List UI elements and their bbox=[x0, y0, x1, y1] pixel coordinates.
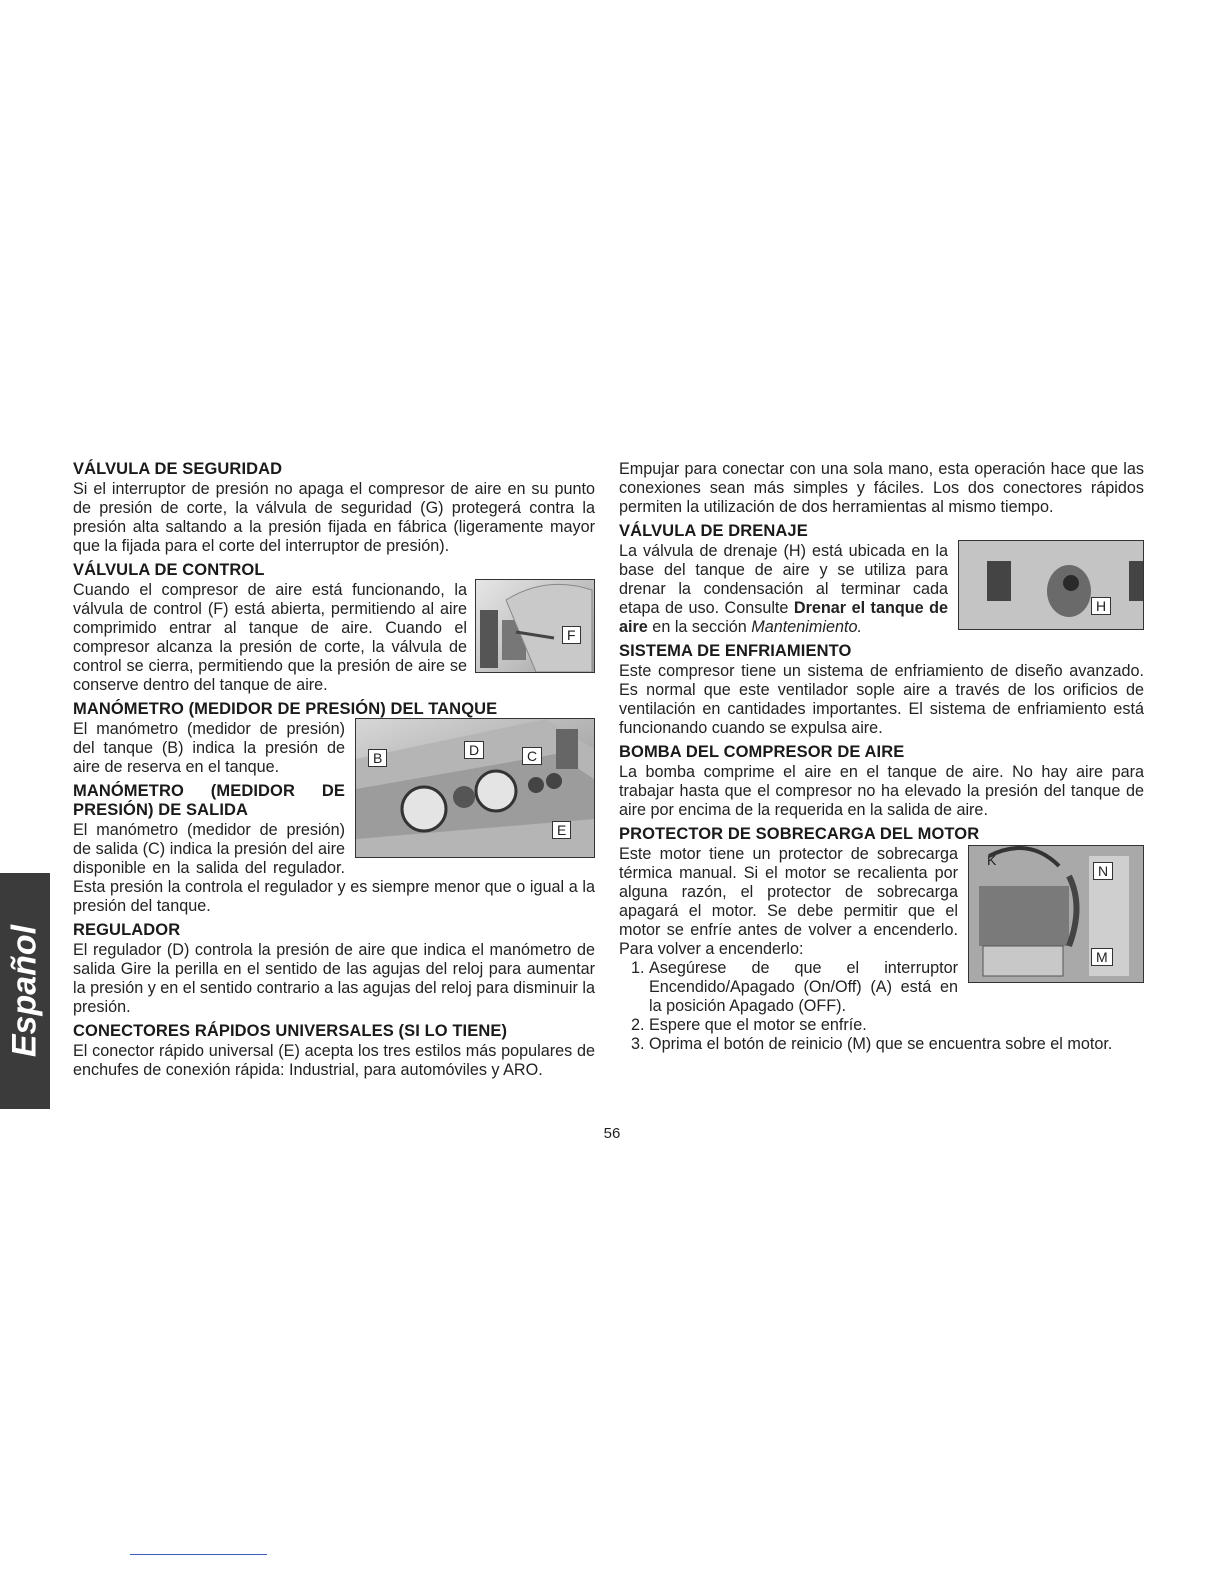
language-side-tab-label: Español bbox=[5, 924, 44, 1058]
figure-valvula-drenaje bbox=[958, 540, 1144, 630]
figure-label-h: H bbox=[1091, 597, 1111, 615]
left-column bbox=[73, 460, 595, 1080]
section-body-regulador: El regulador (D) controla la presión de aire que indica el manómetro de salida Gire la perilla en el sentido de las agujas del reloj para aumentar la presión y en el sentido contrario a las agujas del reloj para disminuir la presión. bbox=[73, 941, 595, 1016]
footer-rule bbox=[130, 1554, 267, 1555]
section-title-regulador: REGULADOR bbox=[73, 921, 181, 939]
figure-protector-motor bbox=[968, 845, 1144, 983]
drain-text-b: en la sección bbox=[647, 618, 752, 636]
drain-text-link: Drenar el tanque de aire bbox=[619, 599, 948, 636]
section-body-protector: Este motor tiene un protector de sobrecarga térmica manual. Si el motor se recalienta por alguna razón, el protector de sobrecarga apagará el motor. Se debe permitir que el motor se enfríe antes de volver a encenderlo. Para volver a encenderlo: bbox=[619, 845, 958, 958]
section-title-valvula-seguridad: VÁLVULA DE SEGURIDAD bbox=[73, 460, 283, 478]
section-body-manometro-salida: El manómetro (medidor de presión) de salida (C) indica la presión del aire disponible en la salida del regulador. Esta presión la controla el regulador y es siempre menor que o igual a la presión del tanque. bbox=[73, 821, 595, 915]
figure-label-m: M bbox=[1091, 948, 1113, 966]
section-title-conectores: CONECTORES RÁPIDOS UNIVERSALES (SI LO TIENE) bbox=[73, 1022, 508, 1040]
section-body-manometro-tanque: El manómetro (medidor de presión) del tanque (B) indica la presión de aire de reserva en el tanque. bbox=[73, 720, 345, 776]
figure-label-n: N bbox=[1093, 862, 1113, 880]
figure-label-d: D bbox=[464, 741, 484, 759]
right-column bbox=[619, 460, 1144, 1054]
section-title-protector: PROTECTOR DE SOBRECARGA DEL MOTOR bbox=[619, 825, 980, 843]
figure-label-e: E bbox=[552, 821, 571, 839]
figure-label-k: K bbox=[987, 852, 997, 868]
page-number: 56 bbox=[603, 1125, 621, 1142]
section-title-bomba: BOMBA DEL COMPRESOR DE AIRE bbox=[619, 743, 905, 761]
section-body-valvula-seguridad: Si el interruptor de presión no apaga el compresor de aire en su punto de presión de corte, la válvula de seguridad (G) protegerá contra la presión alta saltando a la presión fijada en fábrica (ligeramente mayor que la fijada para el corte del interruptor de presión). bbox=[73, 480, 595, 555]
section-title-manometro-tanque: MANÓMETRO (MEDIDOR DE PRESIÓN) DEL TANQUE bbox=[73, 700, 498, 718]
drain-text-italic: Mantenimiento. bbox=[751, 618, 862, 636]
drain-valve-illustration bbox=[959, 541, 1143, 629]
intro-paragraph: Empujar para conectar con una sola mano, esta operación hace que las conexiones sean más simples y fáciles. Los dos conectores rápidos permiten la utilización de dos herramientas al mismo tiempo. bbox=[619, 460, 1144, 516]
section-body-valvula-control: Cuando el compresor de aire está funcionando, la válvula de control (F) está abierta, permitiendo al aire comprimido entrar al tanque de aire. Cuando el compresor alcanza la presión de corte, la válvula de control se cierra, permitiendo que la presión de aire se conserve dentro del tanque de aire. bbox=[73, 581, 467, 694]
section-title-manometro-salida: MANÓMETRO (MEDIDOR DE PRESIÓN) DE SALIDA bbox=[73, 782, 345, 819]
figure-manometros bbox=[355, 718, 595, 858]
section-body-enfriamiento: Este compresor tiene un sistema de enfriamiento de diseño avanzado. Es normal que este ventilador sople aire a través de los orificios de ventilación en cantidades importantes. El sistema de enfriamiento está funcionando cuando se expulsa aire. bbox=[619, 662, 1144, 737]
figure-label-f: F bbox=[562, 626, 581, 644]
restart-step-2: 2. Espere que el motor se enfríe. bbox=[649, 1016, 1144, 1035]
drain-text-a: La válvula de drenaje (H) está ubicada en la base del tanque de aire y se utiliza para drenar la condensación al terminar cada etapa de uso. Consulte bbox=[619, 542, 948, 617]
section-body-conectores: El conector rápido universal (E) acepta los tres estilos más populares de enchufes de conexión rápida: Industrial, para automóviles y ARO. bbox=[73, 1042, 595, 1079]
section-title-valvula-drenaje: VÁLVULA DE DRENAJE bbox=[619, 522, 808, 540]
restart-step-3: 3. Oprima el botón de reinicio (M) que se encuentra sobre el motor. bbox=[649, 1035, 1144, 1054]
section-title-enfriamiento: SISTEMA DE ENFRIAMIENTO bbox=[619, 642, 852, 660]
figure-label-c: C bbox=[522, 747, 542, 765]
language-side-tab bbox=[0, 873, 50, 1109]
section-title-valvula-control: VÁLVULA DE CONTROL bbox=[73, 561, 265, 579]
restart-step-1: 1. Asegúrese de que el interruptor Encendido/Apagado (On/Off) (A) está en la posición Apagado (OFF). bbox=[649, 959, 1144, 1016]
figure-label-b: B bbox=[368, 749, 387, 767]
figure-valvula-control bbox=[475, 579, 595, 673]
section-body-bomba: La bomba comprime el aire en el tanque de aire. No hay aire para trabajar hasta que el compresor no ha elevado la presión del tanque de aire por encima de la requerida en la salida de aire. bbox=[619, 763, 1144, 819]
